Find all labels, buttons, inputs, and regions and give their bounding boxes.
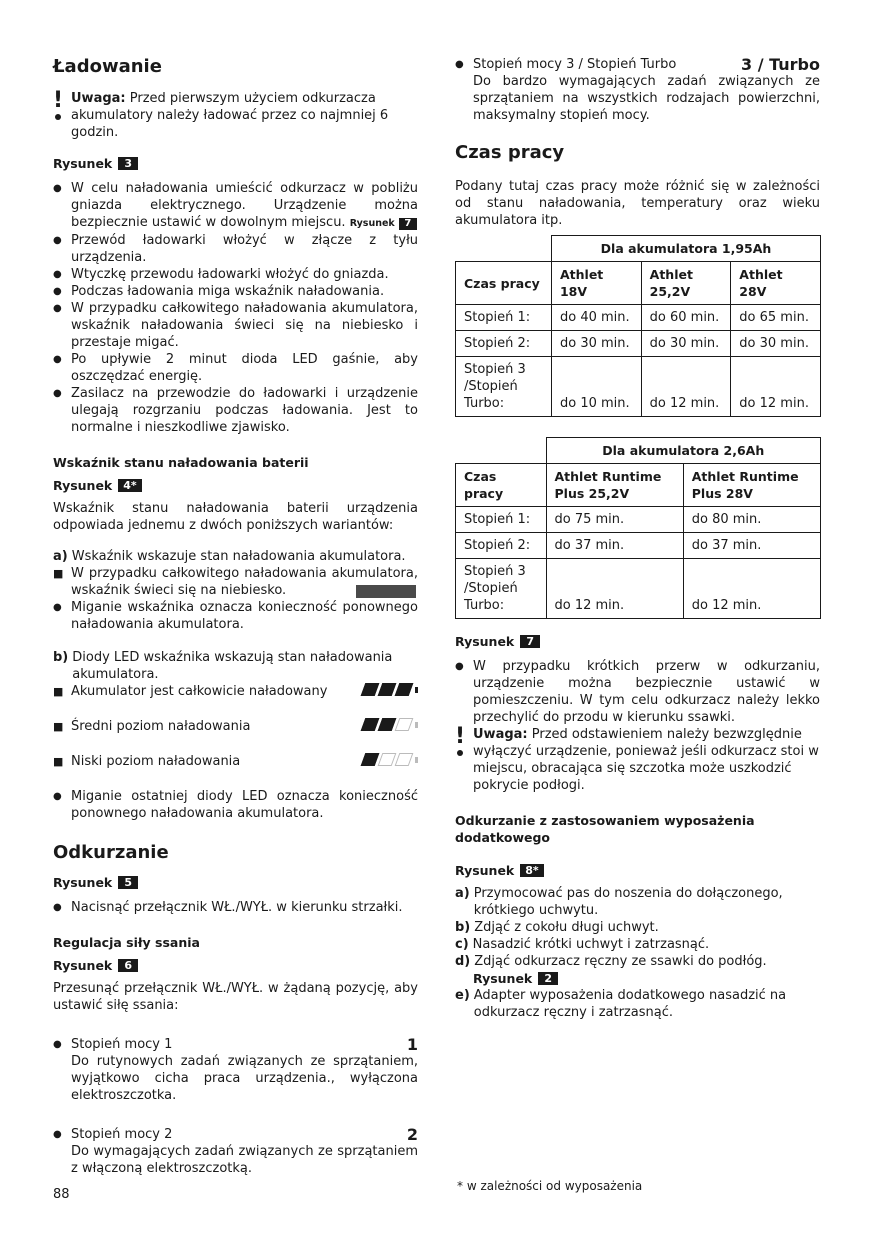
charging-warning: ! Uwaga: Przed pierwszym użyciem odkurzacza akumulatory należy ładować przez co najmniej 6 godzin. xyxy=(53,88,389,140)
list-item: ● Zasilacz na przewodzie do ładowarki i urządzenie ulegają rozgrzaniu podczas ładowania. Jest to normalne i nieszkodliwe zjawisko. xyxy=(53,385,418,436)
list-item: e) Adapter wyposażenia dodatkowego nasadzić na odkurzacz ręczny i zatrzasnąć. xyxy=(455,988,787,1020)
table-row: Stopień 1: do 40 min. do 60 min. do 65 min. xyxy=(456,305,821,331)
list-item: ● W celu naładowania umieścić odkurzacz w pobliżu gniazda elektrycznego. Urządzenie można bezpiecznie ustawić w dowolnym miejscu. Rysunek 7 xyxy=(53,180,418,232)
section-title-vacuuming: Odkurzanie xyxy=(53,842,169,863)
list-item: ■ Średni poziom naładowania xyxy=(53,718,418,735)
storage-warning: ! Uwaga: Przed odstawieniem należy bezwzględnie wyłączyć urządzenie, ponieważ jeśli odkurzacz stoi w miejscu, obracająca się szczotka może uszkodzić pokrycie podłogi. xyxy=(455,724,819,793)
battery-full-icon xyxy=(363,683,418,696)
table-row: Stopień 2: do 30 min. do 30 min. do 30 min. xyxy=(456,331,821,357)
battery-intro: Wskaźnik stanu naładowania baterii urządzenia odpowiada jednemu z dwóch poniższych wariantów: xyxy=(53,501,418,533)
list-item: ● Po upływie 2 minut dioda LED gaśnie, aby oszczędzać energię. xyxy=(53,351,418,385)
list-item: ● Stopień mocy 1 1 Do rutynowych zadań związanych ze sprzątaniem, wyjątkowo cicha praca urządzenia., wyłączona elektroszczotka. xyxy=(53,1036,418,1104)
variant-b-blink xyxy=(53,788,418,822)
runtime-table-26: Dla akumulatora 2,6Ah Czas pracy Athlet Runtime Plus 25,2V Athlet Runtime Plus 28V Stopień 1: do 75 min. do 80 min. Stopień 2: do 37 min. do 37 min. Stopień 3 /Stopień Turbo: do 12 min. do 12 min. xyxy=(455,437,821,619)
list-item: ● Stopień mocy 2 2 Do wymagających zadań związanych ze sprzątaniem z włączoną elektroszczotką. xyxy=(53,1126,418,1177)
figure-ref: Rysunek 2 xyxy=(455,970,820,987)
variant-b: b) Diody LED wskaźnika wskazują stan naładowania akumulatora. xyxy=(53,650,393,682)
figure-ref: Rysunek 5 xyxy=(53,874,418,891)
list-item: ● Wtyczkę przewodu ładowarki włożyć do gniazda. xyxy=(53,266,418,283)
vacuum-list xyxy=(53,899,418,916)
list-item: ● W przypadku całkowitego naładowania akumulatora, wskaźnik naładowania świeci się na niebiesko i przestaje migać. xyxy=(53,300,418,351)
figure-ref: Rysunek 8* xyxy=(455,862,820,879)
battery-medium-icon xyxy=(363,718,418,731)
battery-low-icon xyxy=(363,753,418,766)
runtime-intro: Podany tutaj czas pracy może różnić się w zależności od stanu naładowania, temperatury oraz wieku akumulatora itp. xyxy=(455,179,820,228)
table-row: Stopień 1: do 75 min. do 80 min. xyxy=(456,507,821,533)
charging-list xyxy=(53,180,418,436)
right-column xyxy=(455,56,820,1021)
power-level-3 xyxy=(455,56,820,124)
figure-ref: Rysunek 4* xyxy=(53,477,418,494)
list-item: d) Zdjąć odkurzacz ręczny ze ssawki do podłóg. xyxy=(455,954,767,969)
battery-indicator-icon xyxy=(356,585,416,598)
list-item: ● Podczas ładowania miga wskaźnik naładowania. xyxy=(53,283,418,300)
list-item: ● Stopień mocy 3 / Stopień Turbo 3 / Turbo Do bardzo wymagających zadań związanych ze sprzątaniem na wszystkich rodzajach powierzchni, maksymalny stopień mocy. xyxy=(455,56,820,124)
battery-title: Wskaźnik stanu naładowania baterii xyxy=(53,455,309,470)
page-number: 88 xyxy=(53,1187,70,1202)
variant-a-blink xyxy=(53,599,418,633)
variant-a: a) Wskaźnik wskazuje stan naładowania akumulatora. xyxy=(53,549,406,564)
list-item: ■ Akumulator jest całkowicie naładowany xyxy=(53,683,418,700)
list-item: ● W przypadku krótkich przerw w odkurzaniu, urządzenie można bezpiecznie ustawić w pomieszczeniu. W tym celu odkurzacz należy lekko przechylić do przodu w kierunku ssawki. xyxy=(455,658,820,726)
list-item: ● Miganie ostatniej diody LED oznacza konieczność ponownego naładowania akumulatora. xyxy=(53,788,418,822)
figure-ref: Rysunek 3 xyxy=(53,155,418,172)
suction-intro: Przesunąć przełącznik WŁ./WYŁ. w żądaną pozycję, aby ustawić siłę ssania: xyxy=(53,981,418,1013)
list-item: ● Nacisnąć przełącznik WŁ./WYŁ. w kierunku strzałki. xyxy=(53,899,418,916)
figure-ref: Rysunek 6 xyxy=(53,957,418,974)
section-title-charging: Ładowanie xyxy=(53,56,162,77)
list-item: ■ Niski poziom naładowania xyxy=(53,753,418,770)
section-title-runtime: Czas pracy xyxy=(455,142,565,163)
variant-a-list xyxy=(53,565,418,599)
warning-icon: ! xyxy=(53,88,64,113)
list-item: b) Zdjąć z cokołu długi uchwyt. xyxy=(455,920,659,935)
runtime-table-195: Dla akumulatora 1,95Ah Czas pracy Athlet 18V Athlet 25,2V Athlet 28V Stopień 1: do 40 min. do 60 min. do 65 min. Stopień 2: do 30 min. do 30 min. do 30 min. Stopień 3 /Stopień Turbo: do 10 min. do 12 min. do 12 min. xyxy=(455,235,821,417)
footnote: * w zależności od wyposażenia xyxy=(457,1179,643,1193)
accessory-steps xyxy=(455,885,820,1021)
variant-b-list xyxy=(53,683,418,770)
suction-title: Regulacja siły ssania xyxy=(53,935,200,950)
left-column xyxy=(53,56,418,1177)
list-item: a) Przymocować pas do noszenia do dołączonego, krótkiego uchwytu. xyxy=(455,886,783,918)
table-row: Stopień 3 /Stopień Turbo: do 12 min. do 12 min. xyxy=(456,559,821,619)
warning-icon: ! xyxy=(455,724,466,749)
list-item: c) Nasadzić krótki uchwyt i zatrzasnąć. xyxy=(455,937,710,952)
list-item: ● Przewód ładowarki włożyć w złącze z tyłu urządzenia. xyxy=(53,232,418,266)
power-levels xyxy=(53,1036,418,1177)
table-row: Stopień 3 /Stopień Turbo: do 10 min. do 12 min. do 12 min. xyxy=(456,357,821,417)
list-item: ● Miganie wskaźnika oznacza konieczność ponownego naładowania akumulatora. xyxy=(53,599,418,633)
table-row: Stopień 2: do 37 min. do 37 min. xyxy=(456,533,821,559)
figure-ref: Rysunek 7 xyxy=(455,633,820,650)
short-break-list xyxy=(455,658,820,726)
accessory-title: Odkurzanie z zastosowaniem wyposażenia dodatkowego xyxy=(455,813,755,845)
list-item: ■ W przypadku całkowitego naładowania akumulatora, wskaźnik świeci się na niebiesko. xyxy=(53,565,418,599)
